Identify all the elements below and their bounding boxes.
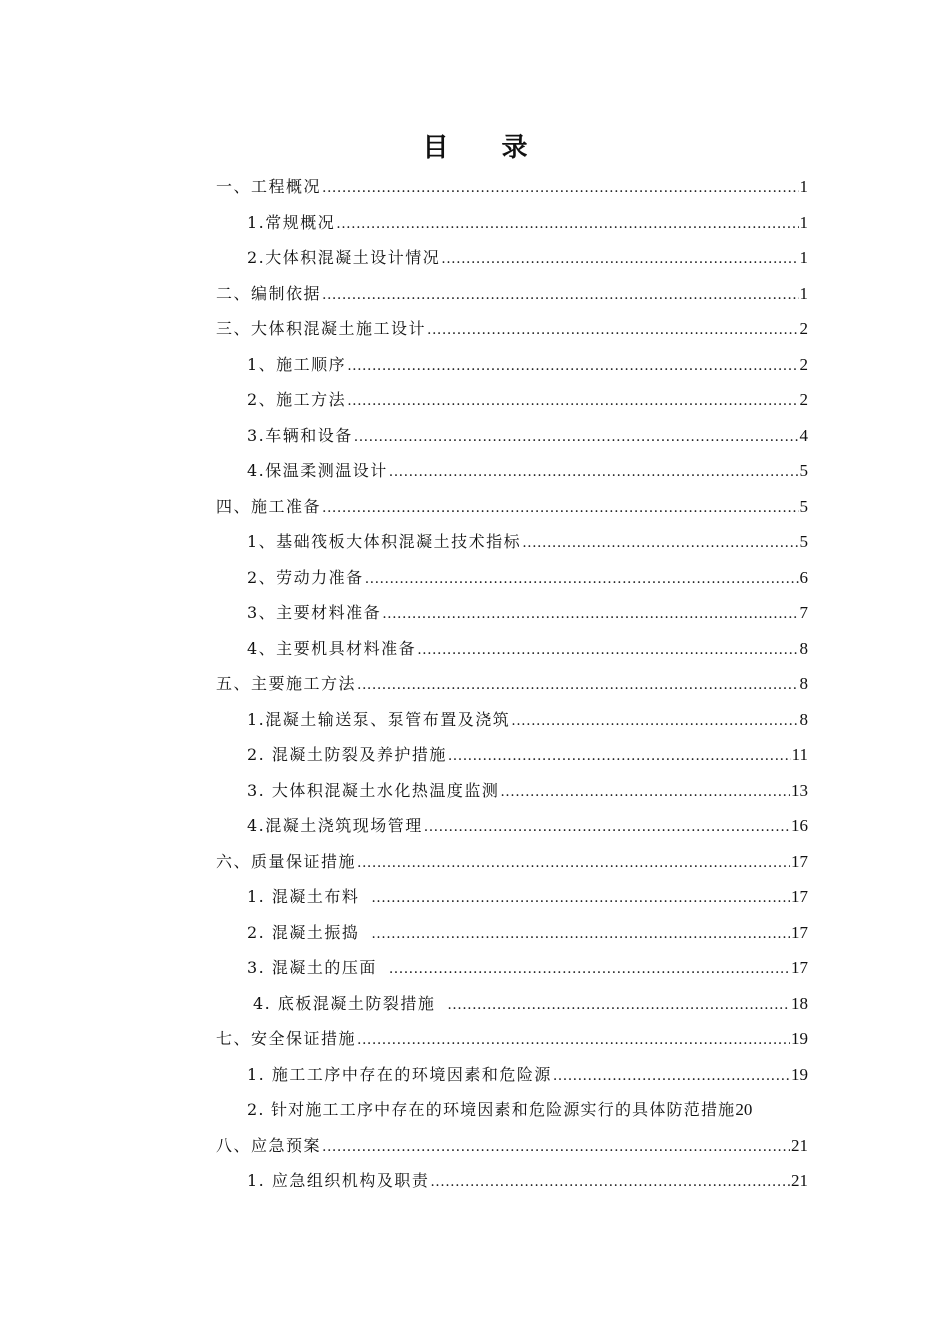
toc-page-number: 1	[799, 283, 808, 303]
toc-leader-dots	[522, 526, 798, 562]
toc-leader-dots	[511, 704, 798, 740]
toc-leader-dots	[322, 491, 798, 527]
toc-leader-dots	[417, 633, 798, 669]
toc-subsection-entry[interactable]	[216, 524, 808, 560]
toc-page-number: 8	[799, 709, 808, 729]
toc-page-number: 1	[799, 212, 808, 232]
toc-leader-dots	[371, 917, 790, 953]
toc-entry-label: 1.混凝土输送泵、泵管布置及浇筑	[247, 709, 511, 729]
toc-subsection-entry[interactable]	[216, 1163, 808, 1199]
toc-subsection-entry[interactable]	[216, 560, 808, 596]
toc-entry-label: 三、大体积混凝土施工设计	[216, 319, 427, 338]
toc-entry-label: 3.车辆和设备	[247, 425, 353, 445]
toc-section-entry[interactable]	[216, 666, 808, 702]
toc-entry-label: 一、工程概况	[216, 177, 322, 196]
toc-page-number: 8	[799, 674, 808, 693]
toc-leader-dots	[322, 278, 798, 314]
toc-section-entry[interactable]	[216, 1021, 808, 1057]
toc-leader-dots	[354, 420, 799, 456]
toc-entry-label: 3、主要材料准备	[247, 603, 382, 622]
toc-leader-dots	[347, 349, 798, 385]
toc-page-number: 21	[791, 1171, 808, 1190]
toc-entry-label: 四、施工准备	[216, 496, 322, 516]
toc-page-number: 17	[791, 851, 808, 871]
toc-page-number: 19	[791, 1064, 808, 1084]
toc-entry-label: 3. 大体积混凝土水化热温度监测	[247, 780, 500, 800]
toc-section-entry[interactable]	[216, 1128, 808, 1164]
toc-subsection-entry[interactable]	[216, 1092, 808, 1128]
toc-entry-label: 2.大体积混凝土设计情况	[247, 248, 441, 267]
toc-subsection-entry[interactable]	[216, 240, 808, 276]
toc-entry-label: 3. 混凝土的压面	[247, 958, 377, 977]
toc-page-number: 7	[799, 603, 808, 622]
toc-entry-label: 4. 底板混凝土防裂措施	[253, 993, 436, 1013]
toc-page-number: 11	[791, 745, 808, 764]
toc-page-number: 8	[799, 638, 808, 658]
toc-section-entry[interactable]	[216, 489, 808, 525]
toc-page-number: 2	[799, 354, 808, 374]
toc-entry-label: 2. 针对施工工序中存在的环境因素和危险源实行的具体防范措施	[247, 1100, 736, 1119]
toc-page-number: 1	[799, 177, 808, 196]
toc-entry-label: 2. 混凝土振捣	[247, 922, 360, 942]
toc-entry-label: 八、应急预案	[216, 1135, 322, 1155]
toc-page-number: 17	[791, 958, 808, 977]
toc-page-number: 2	[799, 390, 808, 409]
toc-leader-dots	[347, 384, 798, 420]
toc-page-number: 5	[799, 461, 808, 480]
toc-subsection-entry[interactable]	[216, 382, 808, 418]
toc-entry-label: 二、编制依据	[216, 283, 322, 303]
toc-subsection-entry[interactable]	[216, 702, 808, 738]
toc-leader-dots	[427, 313, 798, 349]
toc-leader-dots	[447, 988, 790, 1024]
toc-page-number: 19	[791, 1029, 808, 1048]
toc-entry-label: 七、安全保证措施	[216, 1029, 357, 1048]
toc-entry-label: 六、质量保证措施	[216, 851, 357, 871]
toc-entry-label: 4.保温柔测温设计	[247, 461, 388, 480]
toc-leader-dots	[424, 810, 790, 846]
toc-subsection-entry[interactable]	[216, 879, 808, 915]
toc-leader-dots	[500, 775, 790, 811]
toc-leader-dots	[357, 846, 790, 882]
toc-page-number: 16	[791, 816, 808, 835]
toc-page-number: 17	[791, 922, 808, 942]
toc-entry-label: 1.常规概况	[247, 212, 336, 232]
toc-subsection-entry[interactable]	[216, 595, 808, 631]
toc-entry-label: 2. 混凝土防裂及养护措施	[247, 745, 447, 764]
toc-leader-dots	[365, 562, 799, 598]
toc-subsection-entry[interactable]	[216, 915, 808, 951]
toc-entry-label: 1、基础筏板大体积混凝土技术指标	[247, 532, 522, 551]
toc-leader-dots	[371, 881, 790, 917]
toc-section-entry[interactable]	[216, 276, 808, 312]
toc-entry-label: 1. 施工工序中存在的环境因素和危险源	[247, 1064, 552, 1084]
toc-title: 目 录	[422, 133, 550, 163]
toc-entry-label: 4、主要机具材料准备	[247, 638, 417, 658]
toc-entry-label: 2、劳动力准备	[247, 567, 364, 587]
toc-subsection-entry[interactable]	[216, 986, 808, 1022]
toc-subsection-entry[interactable]	[216, 808, 808, 844]
table-of-contents	[216, 169, 808, 1199]
toc-page-number: 20	[735, 1100, 753, 1119]
toc-page-number: 5	[799, 496, 808, 516]
toc-leader-dots	[389, 455, 799, 491]
toc-leader-dots	[357, 668, 798, 704]
toc-page-number: 5	[799, 532, 808, 551]
toc-subsection-entry[interactable]	[216, 453, 808, 489]
toc-entry-label: 2、施工方法	[247, 390, 347, 409]
toc-leader-dots	[336, 207, 798, 243]
toc-leader-dots	[322, 171, 798, 207]
toc-page-number: 21	[791, 1135, 808, 1155]
toc-page-number: 1	[799, 248, 808, 267]
toc-entry-label: 1. 混凝土布料	[247, 887, 360, 906]
toc-page-number: 4	[799, 425, 808, 445]
toc-page-number: 6	[799, 567, 808, 587]
toc-page-number: 13	[791, 780, 808, 800]
toc-subsection-entry[interactable]	[216, 737, 808, 773]
toc-subsection-entry[interactable]	[216, 418, 808, 454]
toc-entry-label: 4.混凝土浇筑现场管理	[247, 816, 423, 835]
toc-entry-label: 1、施工顺序	[247, 354, 347, 374]
toc-subsection-entry[interactable]	[216, 205, 808, 241]
toc-leader-dots	[441, 242, 798, 278]
toc-leader-dots	[357, 1023, 790, 1059]
toc-leader-dots	[448, 739, 791, 775]
toc-section-entry[interactable]	[216, 844, 808, 880]
toc-subsection-entry[interactable]	[216, 1057, 808, 1093]
toc-subsection-entry[interactable]	[216, 773, 808, 809]
toc-leader-dots	[430, 1165, 790, 1201]
toc-page-number: 18	[791, 993, 808, 1013]
toc-page-number: 17	[791, 887, 808, 906]
toc-leader-dots	[322, 1130, 790, 1166]
toc-subsection-entry[interactable]	[216, 950, 808, 986]
toc-section-entry[interactable]	[216, 311, 808, 347]
toc-leader-dots	[382, 597, 798, 633]
toc-section-entry[interactable]	[216, 169, 808, 205]
toc-subsection-entry[interactable]	[216, 631, 808, 667]
toc-subsection-entry[interactable]	[216, 347, 808, 383]
toc-entry-label: 五、主要施工方法	[216, 674, 357, 693]
toc-leader-dots	[389, 952, 790, 988]
toc-page-number: 2	[799, 319, 808, 338]
toc-leader-dots	[553, 1059, 790, 1095]
toc-entry-label: 1. 应急组织机构及职责	[247, 1171, 430, 1190]
